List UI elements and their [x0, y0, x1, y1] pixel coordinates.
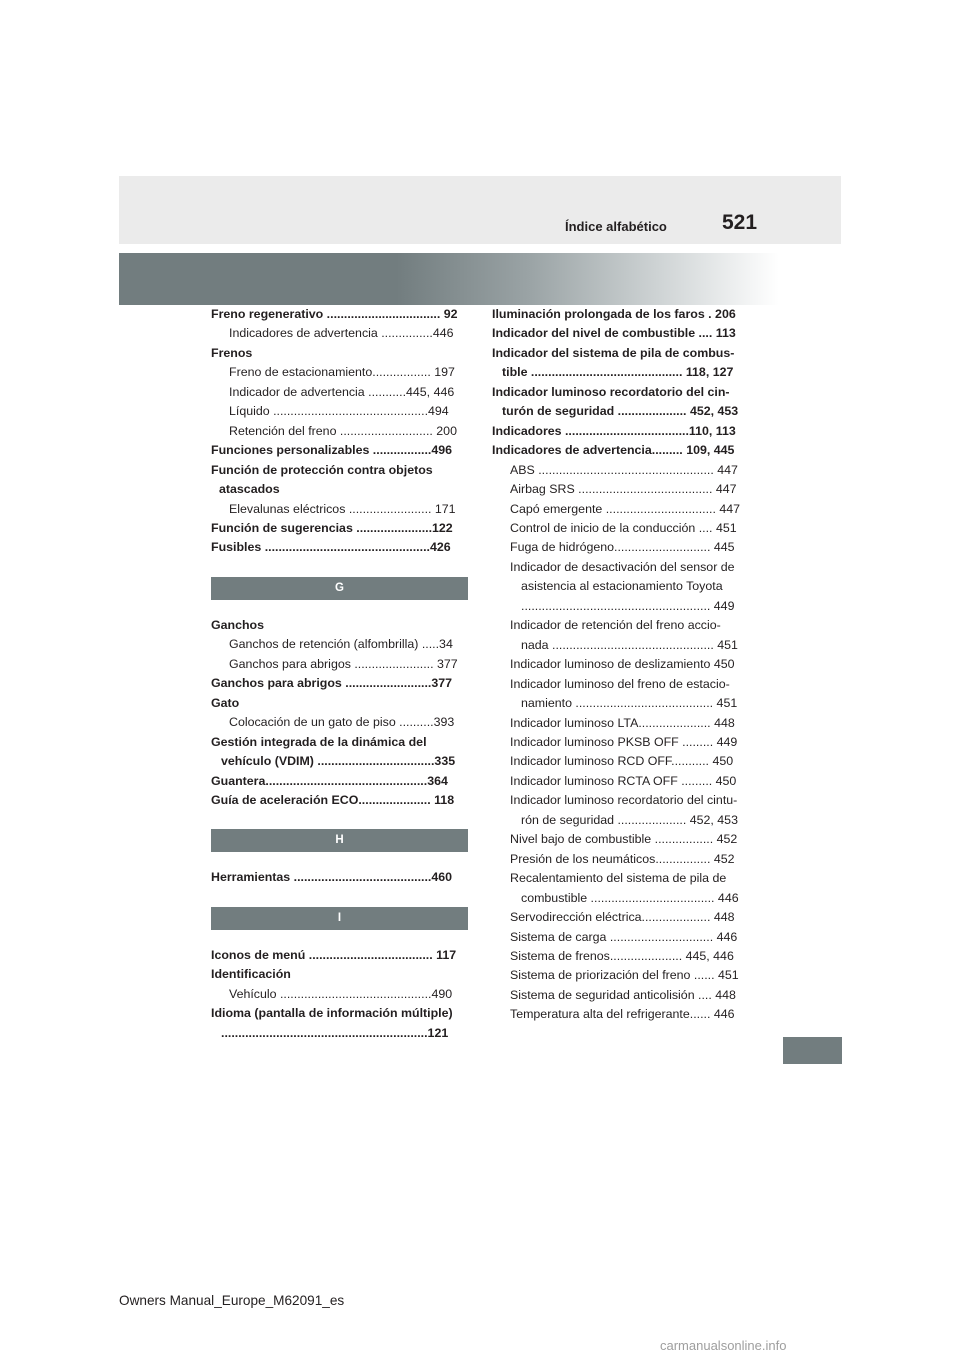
index-entry: Indicador luminoso del freno de estacio-: [510, 676, 730, 691]
index-entry: rón de seguridad .................... 452, 453: [521, 812, 738, 827]
index-entry: Fuga de hidrógeno............................ 445: [510, 540, 735, 555]
index-entry: Indicador luminoso LTA..................... 448: [510, 715, 735, 730]
index-entry: atascados: [219, 482, 280, 497]
index-entry: Control de inicio de la conducción .... 451: [510, 520, 737, 535]
index-entry: Indicador del sistema de pila de combus-: [492, 345, 735, 360]
index-entry: turón de seguridad .................... 452, 453: [502, 404, 739, 419]
page-title: Índice alfabético: [565, 219, 667, 234]
index-group-f: [211, 305, 468, 558]
index-entry: Identificación: [211, 967, 291, 982]
index-entry: ABS ................................................... 447: [510, 462, 738, 477]
section-header-g: G: [211, 577, 468, 600]
index-entry: Idioma (pantalla de información múltiple): [211, 1006, 453, 1021]
index-entry: Gestión integrada de la dinámica del: [211, 734, 427, 749]
index-entry: Iconos de menú .................................... 117: [211, 947, 457, 962]
index-group-h: [211, 868, 468, 887]
index-entry: Sistema de seguridad anticolisión .... 448: [510, 987, 736, 1002]
index-entry: Gato: [211, 695, 240, 710]
index-entry: Iluminación prolongada de los faros . 206: [492, 307, 736, 321]
index-entry: Recalentamiento del sistema de pila de: [510, 871, 727, 886]
index-entry: Fusibles ................................................426: [211, 540, 451, 555]
index-entry: Indicador del nivel de combustible .... 113: [492, 326, 736, 341]
index-entry: Ganchos de retención (alfombrilla) .....34: [229, 637, 453, 652]
index-entry: Guantera...............................................364: [211, 773, 448, 788]
index-entry: Capó emergente ................................ 447: [510, 501, 741, 516]
index-entry: Sistema de frenos..................... 445, 446: [510, 948, 734, 963]
index-entry: Indicadores de advertencia......... 109, 445: [492, 443, 735, 458]
index-entry: Funciones personalizables .................496: [211, 443, 453, 458]
chapter-tab: [783, 1037, 842, 1064]
index-entry: Frenos: [211, 345, 253, 360]
index-entry: Líquido .............................................494: [229, 404, 449, 419]
index-entry: Indicador luminoso RCD OFF........... 450: [510, 754, 734, 769]
watermark: carmanualsonline.info: [660, 1338, 787, 1353]
index-entry: ............................................................121: [221, 1025, 449, 1040]
index-entry: Airbag SRS ....................................... 447: [510, 482, 737, 497]
index-entry: asistencia al estacionamiento Toyota: [521, 579, 723, 594]
index-entry: vehículo (VDIM) ..................................335: [221, 754, 456, 769]
index-column-right: [492, 305, 742, 1025]
index-column-left: [211, 305, 468, 1043]
index-entry: Temperatura alta del refrigerante...... 446: [510, 1007, 735, 1022]
page-number: 521: [722, 211, 758, 234]
index-entry: Sistema de priorización del freno ...... 451: [510, 968, 739, 983]
index-entry: Indicador de desactivación del sensor de: [510, 559, 735, 574]
index-entry: Retención del freno ........................... 200: [229, 423, 457, 438]
decorative-gradient-band: [119, 253, 779, 305]
index-entry: tible ............................................ 118, 127: [502, 365, 734, 380]
index-entry: Indicador luminoso de deslizamiento 450: [510, 657, 735, 672]
index-entry: Freno regenerativo ................................. 92: [211, 307, 458, 321]
index-entry: Indicador luminoso RCTA OFF ......... 450: [510, 773, 737, 788]
index-entry: Nivel bajo de combustible ................. 452: [510, 832, 738, 847]
index-group-i: [211, 946, 468, 1043]
index-entry: Ganchos: [211, 617, 265, 632]
index-entry: Función de sugerencias ......................122: [211, 520, 453, 535]
index-entry: Función de protección contra objetos: [211, 462, 433, 477]
index-entry: Elevalunas eléctricos ........................ 171: [229, 501, 456, 516]
index-group-i-continued: [492, 305, 742, 1025]
index-entry: Indicador de retención del freno accio-: [510, 618, 721, 633]
index-entry: nada ............................................... 451: [521, 637, 738, 652]
index-entry: Colocación de un gato de piso ..........393: [229, 715, 455, 730]
section-header-h: H: [211, 829, 468, 852]
index-entry: ....................................................... 449: [521, 598, 735, 613]
index-entry: namiento ........................................ 451: [521, 696, 738, 711]
index-entry: combustible .................................... 446: [521, 890, 739, 905]
index-group-g: [211, 616, 468, 811]
index-entry: Indicador luminoso recordatorio del cin-: [492, 384, 730, 399]
index-entry: Sistema de carga .............................. 446: [510, 929, 738, 944]
index-entry: Indicador de advertencia ...........445, 446: [229, 384, 455, 399]
index-entry: Ganchos para abrigos ....................... 377: [229, 656, 458, 671]
index-entry: Presión de los neumáticos................ 452: [510, 851, 735, 866]
index-entry: Freno de estacionamiento................. 197: [229, 365, 455, 380]
footer-text: Owners Manual_Europe_M62091_es: [119, 1293, 345, 1308]
index-entry: Guía de aceleración ECO..................... 118: [211, 792, 455, 807]
index-entry: Indicador luminoso recordatorio del cintu-: [510, 793, 738, 808]
index-entry: Ganchos para abrigos .........................377: [211, 676, 453, 691]
index-entry: Indicador luminoso PKSB OFF ......... 449: [510, 734, 738, 749]
index-entry: Vehículo ............................................490: [229, 986, 453, 1001]
index-entry: Servodirección eléctrica.................... 448: [510, 910, 735, 925]
index-entry: Indicadores ....................................110, 113: [492, 423, 736, 438]
index-entry: Indicadores de advertencia ...............446: [229, 326, 454, 341]
index-entry: Herramientas ........................................460: [211, 870, 453, 885]
section-header-i: I: [211, 907, 468, 930]
